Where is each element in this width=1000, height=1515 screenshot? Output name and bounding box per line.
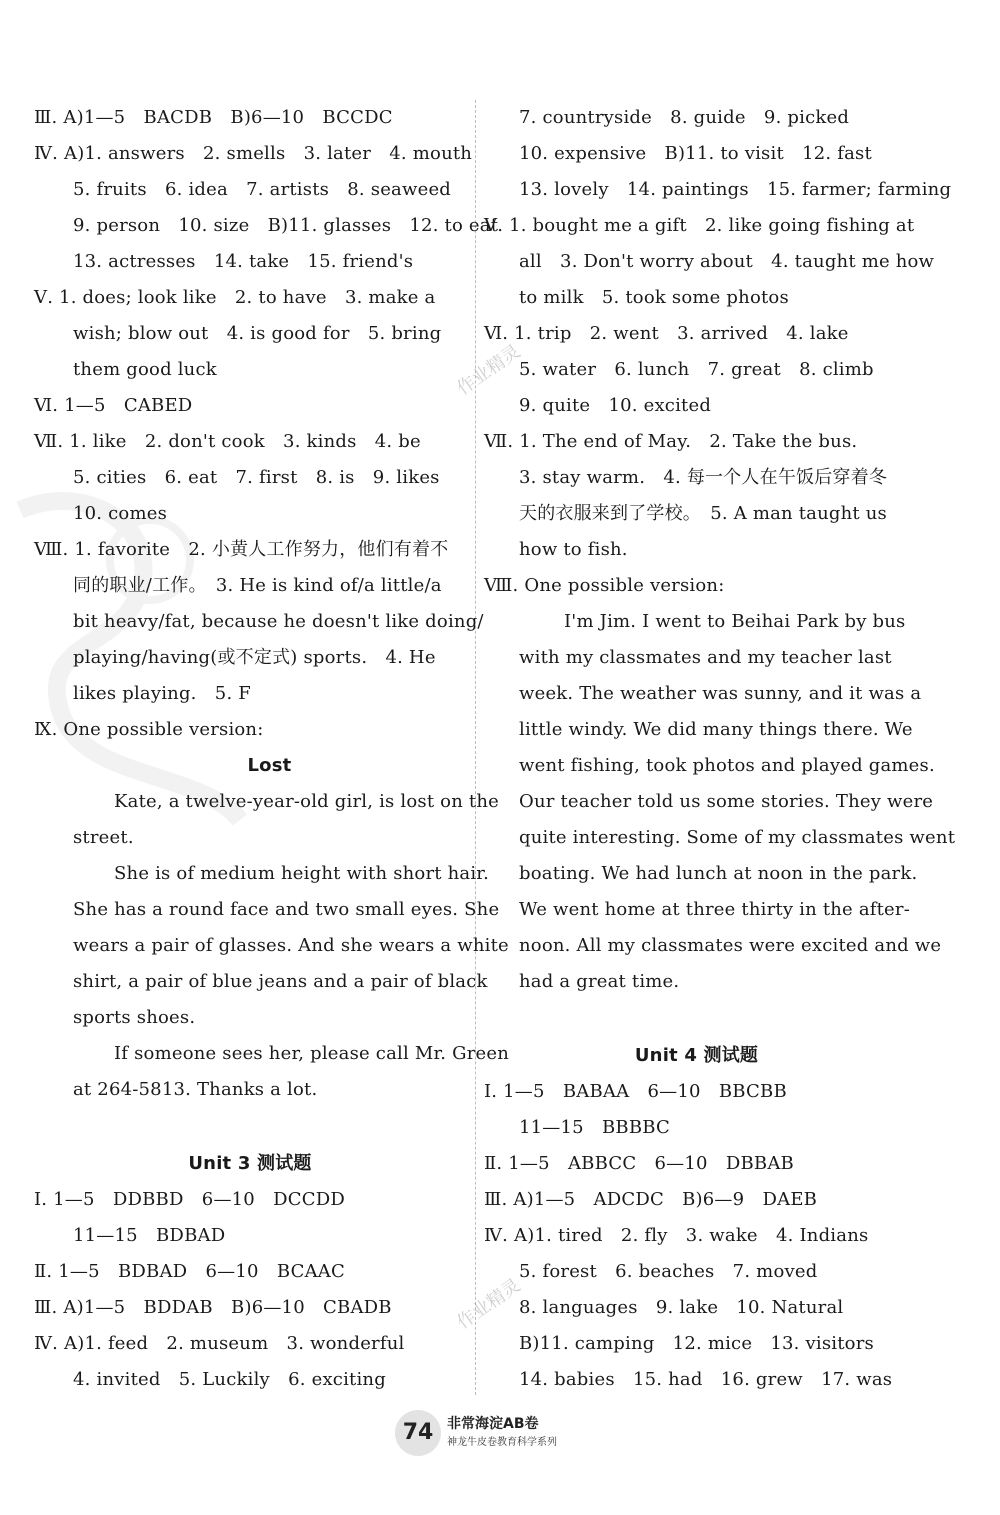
answer-line: Ⅳ. A)1. feed 2. museum 3. wonderful — [34, 1333, 405, 1354]
answer-line: all 3. Don't worry about 4. taught me how — [519, 251, 935, 272]
answer-line: Ⅳ. A)1. answers 2. smells 3. later 4. mouth — [34, 143, 473, 164]
answer-line: Ⅲ. A)1—5 BDDAB B)6—10 CBADB — [34, 1297, 392, 1318]
answer-line: Ⅶ. 1. The end of May. 2. Take the bus. — [484, 431, 858, 452]
answer-line: 8. languages 9. lake 10. Natural — [519, 1297, 844, 1318]
page-number: 74 — [395, 1410, 441, 1456]
answer-line: Ⅰ. 1—5 DDBBD 6—10 DCCDD — [34, 1189, 346, 1210]
essay-line: Our teacher told us some stories. They were — [519, 791, 934, 812]
answer-line: 5. water 6. lunch 7. great 8. climb — [519, 359, 874, 380]
answer-line: Ⅰ. 1—5 BABAA 6—10 BBCBB — [484, 1081, 787, 1102]
answer-line: Ⅲ. A)1—5 BACDB B)6—10 BCCDC — [34, 107, 393, 128]
essay-line: week. The weather was sunny, and it was a — [519, 683, 922, 704]
essay-line: If someone sees her, please call Mr. Green — [114, 1043, 510, 1064]
answer-line: Ⅸ. One possible version: — [34, 719, 264, 740]
unit-3-heading: Unit 3 测试题 — [188, 1153, 312, 1174]
essay-line: boating. We had lunch at noon in the park. — [519, 863, 918, 884]
column-divider — [475, 100, 476, 1395]
answer-line: Ⅳ. A)1. tired 2. fly 3. wake 4. Indians — [484, 1225, 869, 1246]
essay-line: Kate, a twelve-year-old girl, is lost on the — [114, 791, 500, 812]
answer-line: 9. person 10. size B)11. glasses 12. to eat — [73, 215, 499, 236]
unit-4-heading: Unit 4 测试题 — [634, 1045, 759, 1066]
essay-line: quite interesting. Some of my classmates went — [519, 827, 956, 848]
essay-line: at 264-5813. Thanks a lot. — [73, 1079, 318, 1100]
answer-line: Ⅱ. 1—5 ABBCC 6—10 DBBAB — [484, 1153, 794, 1174]
answer-line: to milk 5. took some photos — [519, 287, 789, 308]
answer-line: Ⅷ. 1. favorite 2. 小黄人工作努力，他们有着不 — [34, 539, 449, 560]
essay-line: sports shoes. — [73, 1007, 196, 1028]
answer-line: how to fish. — [519, 539, 628, 560]
answer-line: Ⅴ. 1. bought me a gift 2. like going fishing at — [484, 215, 915, 236]
answer-line: Ⅱ. 1—5 BDBAD 6—10 BCAAC — [34, 1261, 345, 1282]
answer-line: 11—15 BBBBC — [519, 1117, 671, 1138]
answer-line: playing/having(或不定式) sports. 4. He — [73, 647, 436, 668]
essay-line: had a great time. — [519, 971, 680, 992]
series-title: 非常海淀AB卷 — [447, 1416, 539, 1432]
answer-line: 5. cities 6. eat 7. first 8. is 9. likes — [73, 467, 440, 488]
essay-line: I'm Jim. I went to Beihai Park by bus — [564, 611, 906, 632]
answer-line: 5. fruits 6. idea 7. artists 8. seaweed — [73, 179, 452, 200]
series-subtitle: 神龙牛皮卷教育科学系列 — [447, 1437, 557, 1448]
essay-line: street. — [73, 827, 134, 848]
answer-line: 天的衣服来到了学校。 5. A man taught us — [519, 503, 887, 524]
answer-line: 13. actresses 14. take 15. friend's — [73, 251, 414, 272]
answer-line: Ⅵ. 1. trip 2. went 3. arrived 4. lake — [484, 323, 849, 344]
answer-line: likes playing. 5. F — [73, 683, 251, 704]
answer-line: 10. expensive B)11. to visit 12. fast — [519, 143, 872, 164]
answer-line: 5. forest 6. beaches 7. moved — [519, 1261, 818, 1282]
essay-title: Lost — [247, 755, 292, 776]
answer-line: 11—15 BDBAD — [73, 1225, 226, 1246]
essay-line: with my classmates and my teacher last — [519, 647, 892, 668]
answer-line: 14. babies 15. had 16. grew 17. was — [519, 1369, 893, 1390]
answer-line: them good luck — [73, 359, 217, 380]
answer-line: Ⅵ. 1—5 CABED — [34, 395, 193, 416]
answer-line: Ⅴ. 1. does; look like 2. to have 3. make a — [34, 287, 436, 308]
essay-line: She is of medium height with short hair. — [114, 863, 490, 884]
answer-line: 4. invited 5. Luckily 6. exciting — [73, 1369, 386, 1390]
answer-line: B)11. camping 12. mice 13. visitors — [519, 1333, 874, 1354]
watermark: 作业精灵 — [453, 1274, 525, 1334]
essay-line: We went home at three thirty in the after- — [519, 899, 910, 920]
essay-line: wears a pair of glasses. And she wears a white — [73, 935, 509, 956]
essay-line: little windy. We did many things there. We — [519, 719, 913, 740]
answer-line: 10. comes — [73, 503, 168, 524]
answer-line: 9. quite 10. excited — [519, 395, 712, 416]
answer-line: wish; blow out 4. is good for 5. bring — [73, 323, 442, 344]
page-footer — [395, 1410, 595, 1452]
answer-line: 13. lovely 14. paintings 15. farmer; farming — [519, 179, 952, 200]
watermark: 作业精灵 — [453, 340, 525, 400]
essay-line: noon. All my classmates were excited and we — [519, 935, 942, 956]
essay-line: went fishing, took photos and played games. — [519, 755, 935, 776]
answer-line: Ⅷ. One possible version: — [484, 575, 725, 596]
answer-line: Ⅲ. A)1—5 ADCDC B)6—9 DAEB — [484, 1189, 818, 1210]
answer-line: 3. stay warm. 4. 每一个人在午饭后穿着冬 — [519, 467, 888, 488]
answer-line: Ⅶ. 1. like 2. don't cook 3. kinds 4. be — [34, 431, 421, 452]
answer-line: 同的职业/工作。 3. He is kind of/a little/a — [73, 575, 442, 596]
essay-line: She has a round face and two small eyes. She — [73, 899, 500, 920]
answer-line: 7. countryside 8. guide 9. picked — [519, 107, 850, 128]
essay-line: shirt, a pair of blue jeans and a pair of black — [73, 971, 488, 992]
answer-line: bit heavy/fat, because he doesn't like doing/ — [73, 611, 484, 632]
